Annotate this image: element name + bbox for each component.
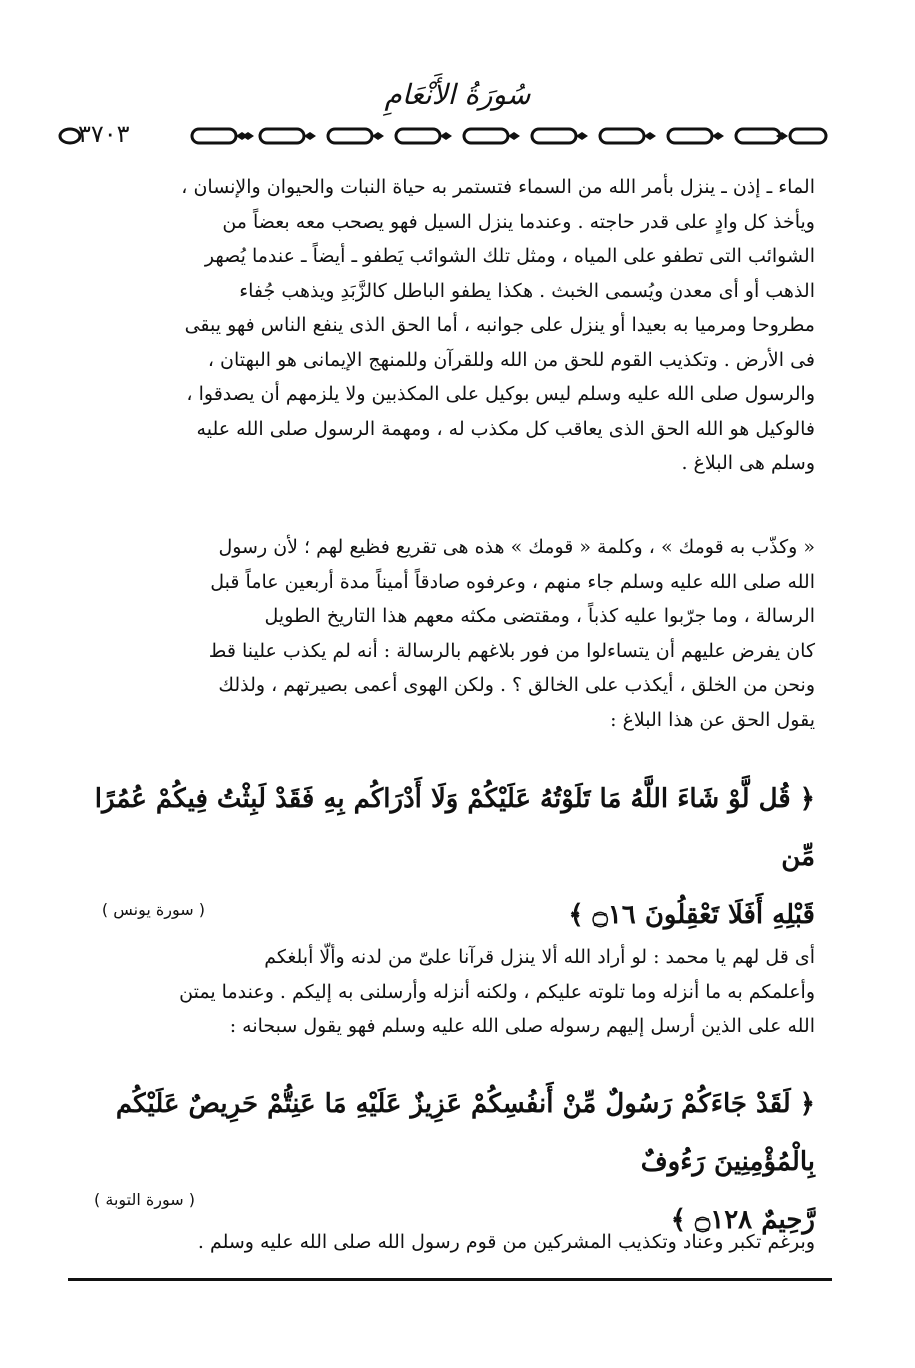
quran-verse-tawbah xyxy=(93,1075,815,1249)
line: ونحن من الخلق ، أيكذب على الخالق ؟ . ولكن الهوى أعمى بصيرتهم ، ولذلك xyxy=(218,674,815,696)
paragraph-2 xyxy=(93,530,815,737)
ornament-end-icon xyxy=(58,124,82,148)
paragraph-3 xyxy=(93,940,815,1044)
page-number: ٣٧٠٣ xyxy=(78,120,130,148)
line: ويأخذ كل وادٍ على قدر حاجته . وعندما ينزل السيل فهو يصحب معه بعضاً من xyxy=(222,210,815,233)
line: أى قل لهم يا محمد : لو أراد الله ألا ينزل قرآنا علىّ من لدنه وألّا أبلغكم xyxy=(264,946,815,968)
surah-reference: ( سورة يونس ) xyxy=(101,900,205,919)
verse-line: رَّحِيمٌ ۝١٢٨ ﴾ xyxy=(670,1205,815,1235)
paragraph-4 xyxy=(93,1225,815,1260)
line: يقول الحق عن هذا البلاغ : xyxy=(610,708,815,731)
footer-rule xyxy=(68,1278,832,1281)
line: الله على الذين أرسل إليهم رسوله صلى الله عليه وسلم فهو يقول سبحانه : xyxy=(229,1015,815,1037)
line: وبرغم تكبر وعناد وتكذيب المشركين من قوم رسول الله صلى الله عليه وسلم . xyxy=(197,1231,815,1253)
line: فالوكيل هو الله الحق الذى يعاقب كل مكذب له ، ومهمة الرسول صلى الله عليه xyxy=(196,417,815,440)
line: مطروحا ومرميا به بعيدا أو ينزل على جوانبه ، أما الحق الذى ينفع الناس فهو يبقى xyxy=(184,314,815,336)
line: وأعلمكم به ما أنزله وما تلوته عليكم ، ولكنه أنزله وأرسلنى به إليكم . وعندما يمتن xyxy=(179,980,815,1003)
line: الشوائب التى تطفو على المياه ، ومثل تلك الشوائب يَطفو ـ أيضاً ـ عندما يُصهر xyxy=(204,245,815,267)
line: وسلم هى البلاغ . xyxy=(681,452,815,474)
surah-reference: ( سورة التوبة ) xyxy=(94,1190,195,1209)
verse-line: ﴿ قُل لَّوْ شَاءَ اللَّهُ مَا تَلَوْتُهُ عَلَيْكُمْ وَلَا أَدْرَاكُم بِهِ فَقَدْ لَبِثْتُ فِيكُمْ عُمُرًا مِّن xyxy=(94,784,815,872)
paragraph-1 xyxy=(93,170,815,481)
ornamental-chain-divider xyxy=(190,124,830,148)
line: كان يفرض عليهم أن يتساءلوا من فور بلاغهم بالرسالة : أنه لم يكذب علينا قط xyxy=(208,639,815,662)
line: الرسالة ، وما جرّبوا عليه كذباً ، ومقتضى مكثه معهم هذا التاريخ الطويل xyxy=(264,605,815,627)
line: والرسول صلى الله عليه وسلم ليس بوكيل على المكذبين ولا يلزمهم أن يصدقوا ، xyxy=(186,383,815,405)
line: « وكذّب به قومك » ، وكلمة « قومك » هذه هى تقريع فظيع لهم ؛ لأن رسول xyxy=(218,536,815,558)
line: الله صلى الله عليه وسلم جاء منهم ، وعرفوه صادقاً أميناً مدة أربعين عاماً قبل xyxy=(210,570,815,593)
verse-line: قَبْلِهِ أَفَلَا تَعْقِلُونَ ۝١٦ ﴾ xyxy=(568,900,815,930)
line: الماء ـ إذن ـ ينزل بأمر الله من السماء فتستمر به حياة النبات والحيوان والإنسان ، xyxy=(181,176,815,198)
line: الذهب أو أى معدن ويُسمى الخبث . هكذا يطفو الباطل كالزَّبَدِ ويذهب جُفاء xyxy=(239,279,815,302)
line: فى الأرض . وتكذيب القوم للحق من الله وللقرآن وللمنهج الإيمانى هو البهتان ، xyxy=(207,348,815,371)
verse-line: ﴿ لَقَدْ جَاءَكُمْ رَسُولٌ مِّنْ أَنفُسِكُمْ عَزِيزٌ عَلَيْهِ مَا عَنِتُّمْ حَرِيصٌ عَلَيْكُم بِالْمُؤْمِنِينَ رَءُوفٌ xyxy=(115,1089,815,1177)
surah-title: سُورَةُ الأَنْعَامِ xyxy=(384,78,531,111)
